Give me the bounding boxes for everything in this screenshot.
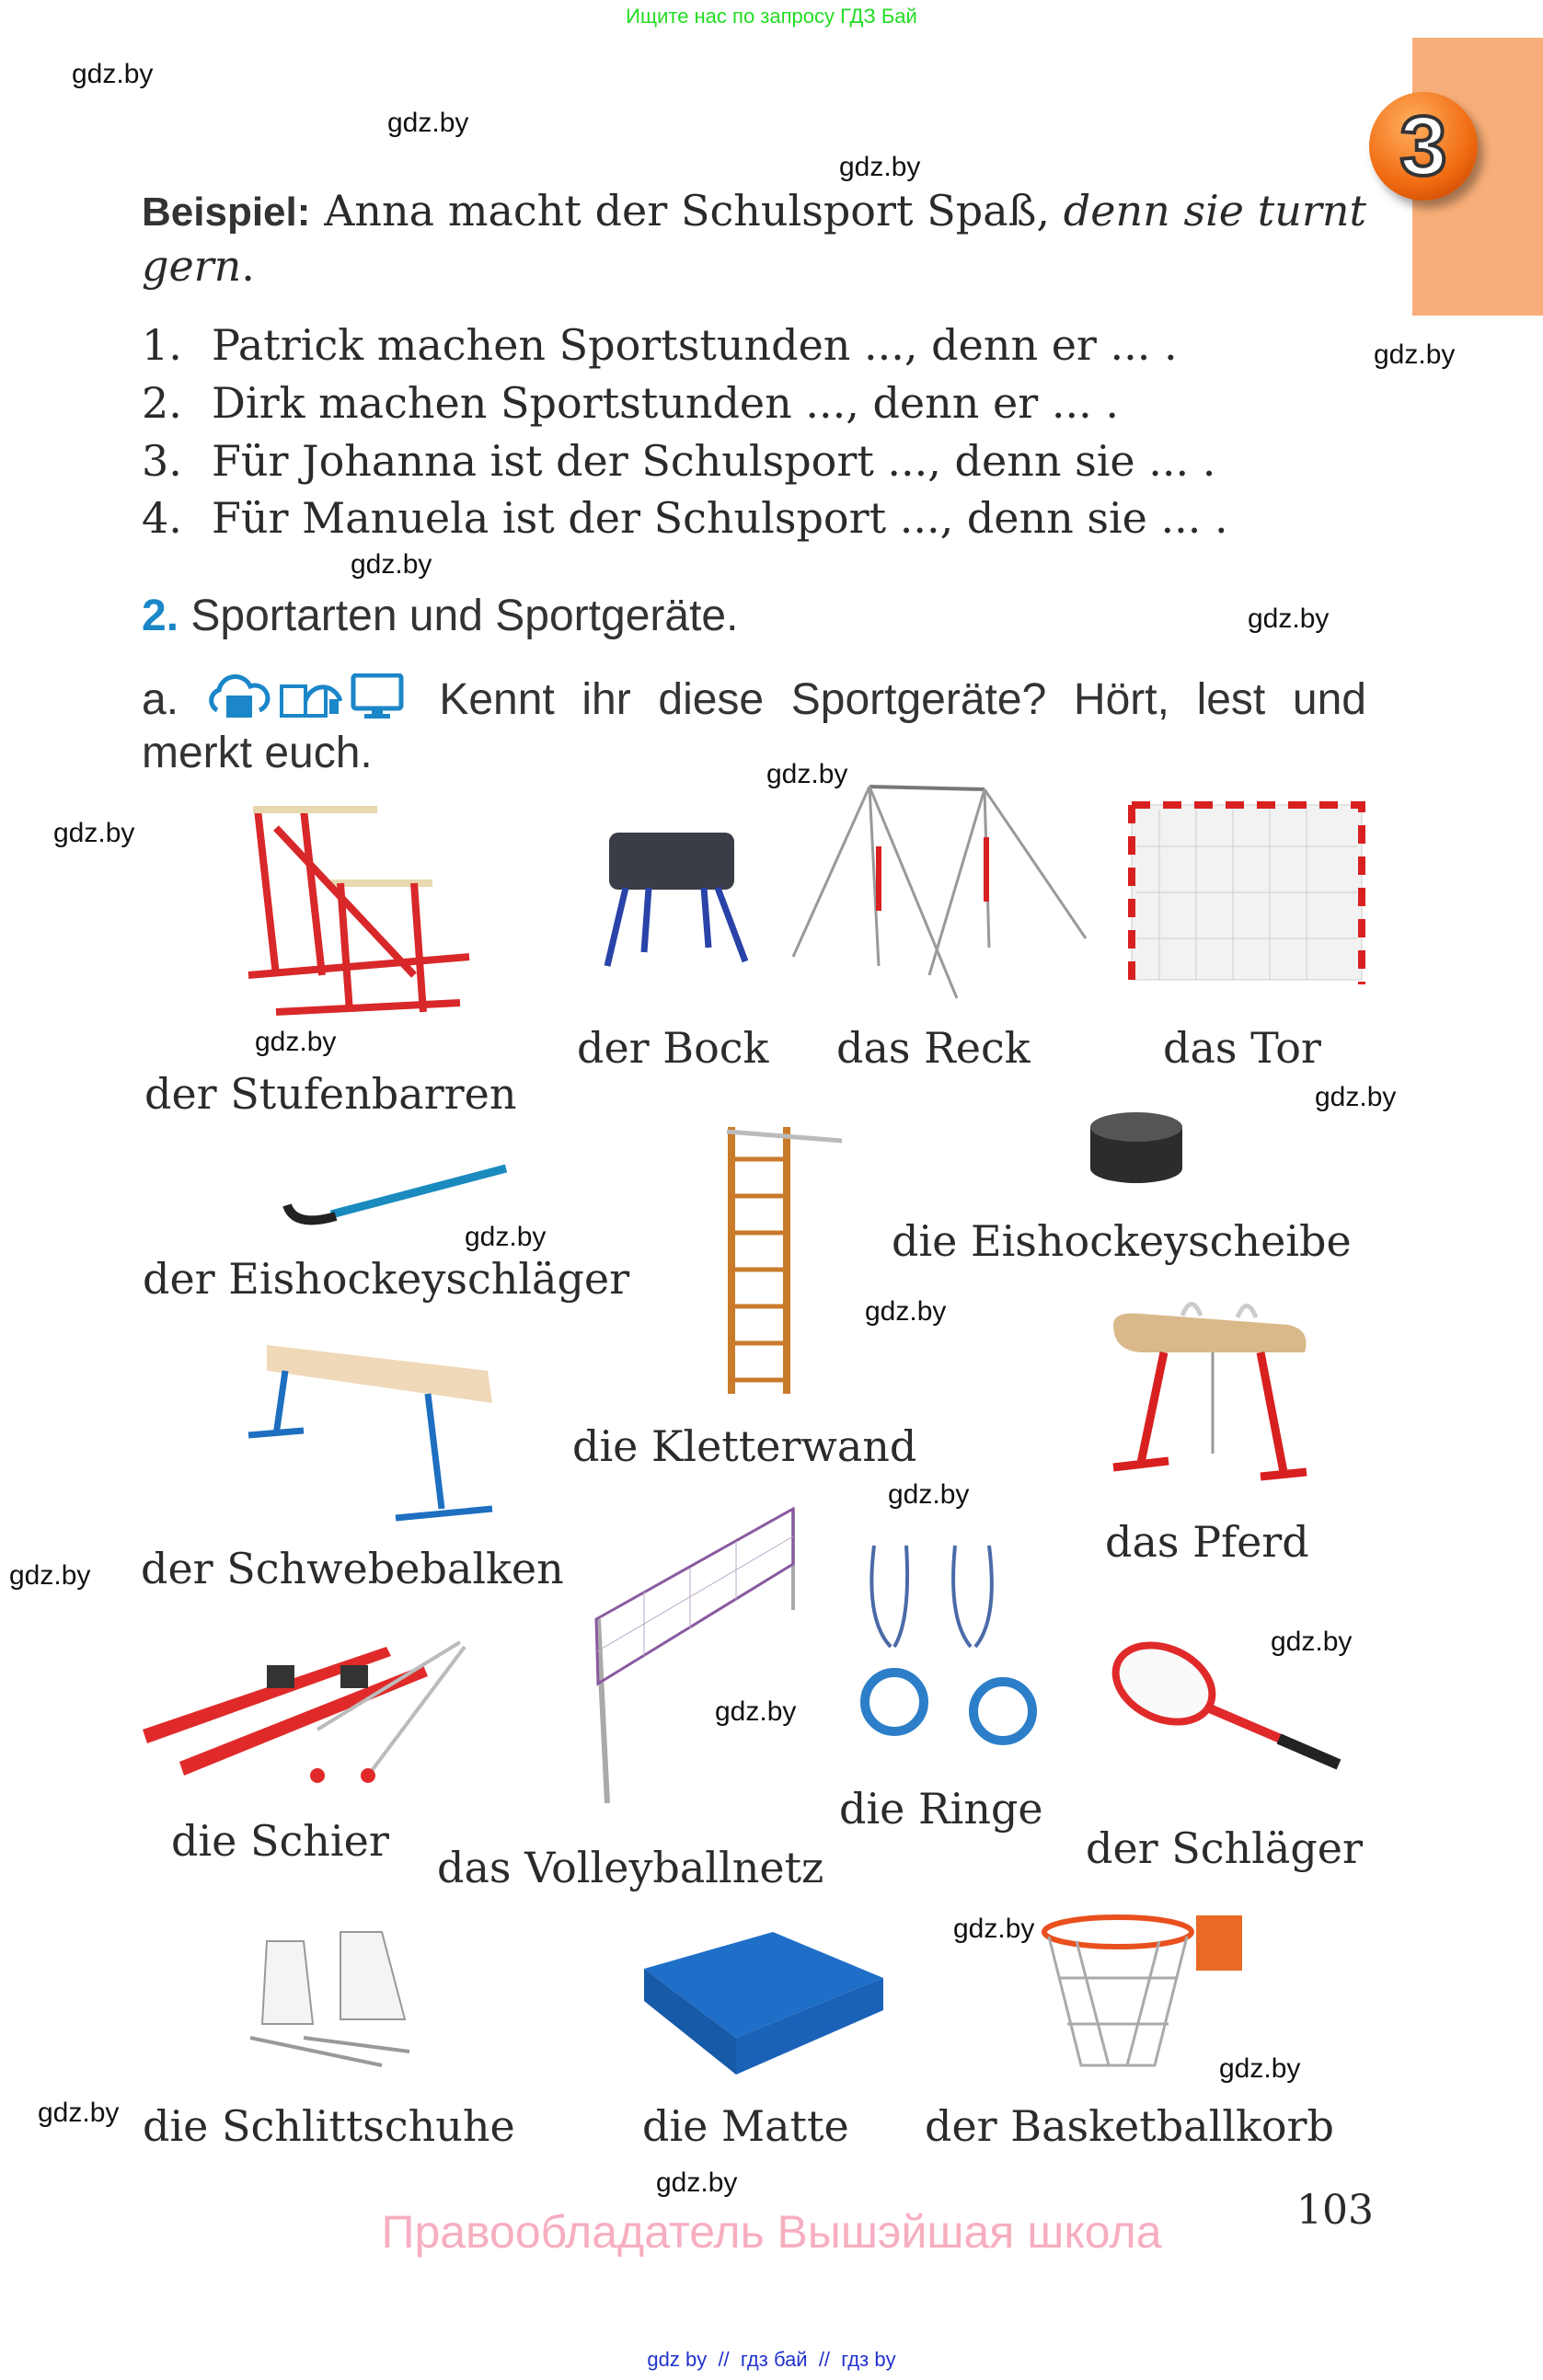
- watermark: gdz.by: [72, 59, 154, 89]
- watermark: gdz.by: [953, 1914, 1035, 1944]
- section-heading: 2. Sportarten und Sportgeräte.: [142, 592, 739, 640]
- watermark: gdz.by: [465, 1222, 547, 1252]
- watermark: gdz.by: [1315, 1082, 1397, 1112]
- task-a: a. Kennt ihr diese Sportgeräte? Hört, lest und merkt euch.: [142, 675, 1366, 777]
- example-sentence: Beispiel: Anna macht der Schulsport Spaß, denn sie turnt gern.: [142, 186, 1367, 291]
- footer-links[interactable]: gdz by // гдз бай // гдз by: [647, 2348, 896, 2371]
- watermark: gdz.by: [656, 2167, 738, 2198]
- label-basketballkorb: der Basketballkorb: [925, 2101, 1334, 2151]
- tor-image: [1132, 805, 1362, 984]
- label-volleyballnetz: das Volleyballnetz: [437, 1843, 824, 1892]
- label-eishockeyschlaeger: der Eishockeyschläger: [143, 1254, 630, 1304]
- exercise-item: 2. Dirk machen Sportstunden ..., denn er ... .: [142, 378, 1119, 428]
- label-schier: die Schier: [171, 1816, 389, 1866]
- eishockeyscheibe-image: [1090, 1112, 1182, 1183]
- label-schwebebalken: der Schwebebalken: [141, 1544, 564, 1593]
- watermark: gdz.by: [715, 1696, 797, 1727]
- watermark: gdz.by: [53, 818, 135, 848]
- page-number: 103: [1296, 2187, 1374, 2234]
- watermark: gdz.by: [1374, 339, 1456, 370]
- label-kletterwand: die Kletterwand: [572, 1421, 917, 1471]
- label-schlaeger: der Schläger: [1086, 1823, 1363, 1873]
- label-pferd: das Pferd: [1105, 1517, 1309, 1567]
- exercise-item: 4. Für Manuela ist der Schulsport ..., denn sie ... .: [142, 493, 1228, 543]
- label-ringe: die Ringe: [839, 1784, 1043, 1834]
- unit-badge: 3: [1369, 92, 1478, 201]
- watermark: gdz.by: [9, 1560, 91, 1591]
- watermark: gdz.by: [1271, 1627, 1353, 1657]
- watermark: gdz.by: [38, 2098, 120, 2128]
- volleyballnetz-image: [596, 1509, 793, 1803]
- stufenbarren-image: [248, 810, 469, 1012]
- label-reck: das Reck: [836, 1023, 1031, 1073]
- watermark: gdz.by: [351, 549, 432, 580]
- bock-image: [607, 833, 745, 966]
- search-hint: Ищите нас по запросу ГДЗ Бай: [626, 5, 917, 28]
- kletterwand-image: [727, 1127, 842, 1394]
- label-schlittschuhe: die Schlittschuhe: [143, 2101, 515, 2151]
- label-stufenbarren: der Stufenbarren: [144, 1069, 517, 1119]
- watermark: gdz.by: [1248, 604, 1330, 634]
- watermark: gdz.by: [865, 1296, 947, 1327]
- watermark: gdz.by: [888, 1479, 970, 1510]
- label-bock: der Bock: [577, 1023, 769, 1073]
- basketballkorb-image: [1044, 1915, 1242, 2065]
- label-eishockeyscheibe: die Eishockeyscheibe: [892, 1216, 1352, 1266]
- reck-image: [793, 787, 1086, 998]
- pferd-image: [1113, 1305, 1307, 1477]
- schlittschuhe-image: [250, 1932, 409, 2065]
- ringe-image: [865, 1546, 1032, 1741]
- watermark: gdz.by: [387, 108, 469, 138]
- eishockeyschlaeger-image: [287, 1168, 506, 1220]
- schwebebalken-image: [248, 1345, 492, 1518]
- matte-image: [644, 1932, 883, 2075]
- schier-image: [143, 1642, 465, 1783]
- rights-holder: Правообладатель Вышэйшая школа: [381, 2206, 1162, 2258]
- exercise-item: 3. Für Johanna ist der Schulsport ..., denn sie ... .: [142, 436, 1216, 486]
- watermark: gdz.by: [1219, 2053, 1301, 2084]
- exercise-item: 1. Patrick machen Sportstunden ..., denn er ... .: [142, 320, 1178, 370]
- label-matte: die Matte: [642, 2101, 849, 2151]
- watermark: gdz.by: [255, 1027, 337, 1057]
- label-tor: das Tor: [1163, 1023, 1321, 1073]
- watermark: gdz.by: [839, 152, 921, 182]
- watermark: gdz.by: [766, 759, 848, 789]
